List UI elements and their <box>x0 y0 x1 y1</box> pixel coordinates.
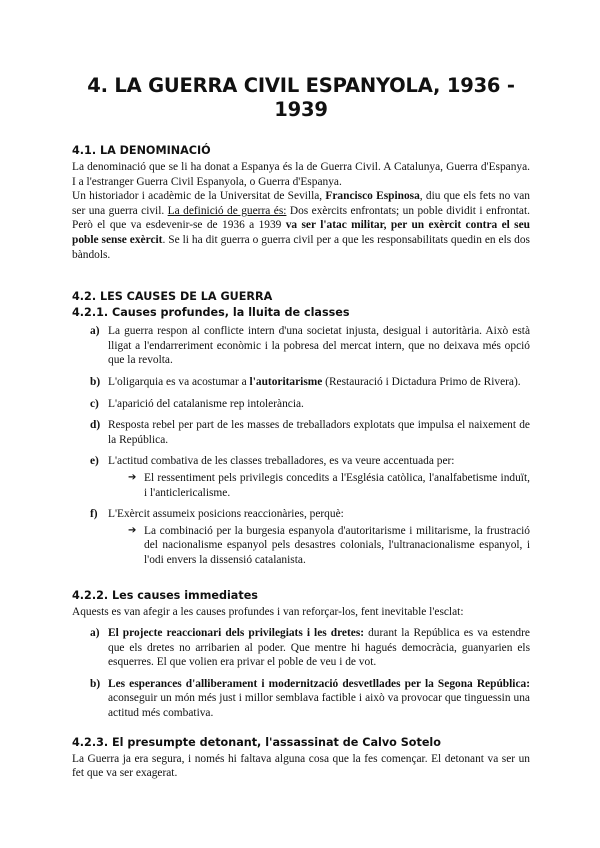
page-title: 4. LA GUERRA CIVIL ESPANYOLA, 1936 - 1939 <box>87 74 515 121</box>
text-run: . Se li ha dit guerra o guerra civil per a que les responsabilitats quedin en els dos bàndols. <box>72 233 530 261</box>
list-item-text: L'Exèrcit assumeix posicions reaccionàries, perquè: <box>108 508 344 521</box>
list-item <box>72 324 530 368</box>
paragraph <box>72 189 530 262</box>
list-item-text: L'actitud combativa de les classes treballadores, es va veure accentuada per: <box>108 455 455 468</box>
list-item <box>72 397 530 412</box>
list-item-text: La guerra respon al conflicte intern d'una societat injusta, desigual i autoritària. Això està lligat a l'endarreriment econòmic i la pobresa del mercat intern, que no deixava més opció que la revolta. <box>108 325 530 367</box>
list-item-text: L'aparició del catalanisme rep intolerància. <box>108 397 304 410</box>
subsection-heading-causes-immediates: 4.2.2. Les causes immediates <box>72 589 258 603</box>
list-marker: c) <box>90 397 99 410</box>
list-marker: b) <box>90 677 101 690</box>
paragraph: La Guerra ja era segura, i només hi faltava alguna cosa que la fes començar. El detonant va ser un fet que va ser exagerat. <box>72 752 530 780</box>
list-causes-profundes <box>72 324 530 567</box>
list-item <box>72 454 530 500</box>
text-run: Un historiador i acadèmic de la Universitat de Sevilla, <box>72 190 326 203</box>
list-item <box>72 418 530 447</box>
subsection-heading-causes-profundes: 4.2.1. Causes profundes, la lluita de classes <box>72 306 350 320</box>
list-item-text: L'oligarquia es va acostumar a <box>108 375 250 388</box>
sub-list-text: El ressentiment pels privilegis concedits a l'Església catòlica, l'analfabetisme induït, i l'anticlericalisme. <box>144 471 530 499</box>
bold-text: l'autoritarisme <box>249 375 323 388</box>
list-item <box>72 375 530 390</box>
arrow-right-icon: ➔ <box>128 471 137 483</box>
list-item-text: durant la República es va estendre que els dretes no arribarien al poder. Que mentre hi hagués democràcia, guanyarien els esquerres. El que volien era privar el poble de veu i de vot. <box>108 627 530 669</box>
list-item-text: aconseguir un món més just i millor semblava factible i això va provocar que tinguessin una actitud més combativa. <box>108 692 530 720</box>
list-item-text: (Restauració i Dictadura Primo de Rivera). <box>322 375 521 388</box>
list-marker: f) <box>90 508 98 521</box>
bold-text: Les esperances d'alliberament i modernització desvetllades per la Segona República: <box>108 677 530 690</box>
paragraph: La denominació que se li ha donat a Espanya és la de Guerra Civil. A Catalunya, Guerra d'Espanya. I a l'estranger Guerra Civil Espanyola, o Guerra d'Espanya. <box>72 161 530 188</box>
list-item-text: Resposta rebel per part de les masses de treballadors explotats que impulsa el naixement de la República. <box>108 419 530 446</box>
paragraph: Aquests es van afegir a les causes profundes i van reforçar-los, fent inevitable l'esclat: <box>72 606 464 619</box>
underlined-text: La definició de guerra és: <box>167 204 287 217</box>
subsection-heading-detonant: 4.2.3. El presumpte detonant, l'assassinat de Calvo Sotelo <box>72 735 441 749</box>
list-item <box>72 677 530 721</box>
bold-text: va ser l'atac militar, per un exèrcit contra el seu poble sense exèrcit <box>72 219 530 246</box>
section-heading-denominacio: 4.1. LA DENOMINACIÓ <box>72 144 211 157</box>
bold-text: Francisco Espinosa <box>325 190 420 203</box>
list-marker: b) <box>90 375 101 388</box>
text-run: , diu que els fets no van ser una guerra civil. <box>72 190 530 217</box>
text-run: Dos exèrcits enfrontats; un poble dividit i enfrontat. Però el que va esdevenir-se de 1936 a 1939 <box>72 204 530 232</box>
sub-list-item <box>108 524 530 568</box>
section-heading-causes: 4.2. LES CAUSES DE LA GUERRA <box>72 290 273 304</box>
arrow-right-icon: ➔ <box>128 524 137 536</box>
list-item <box>72 507 530 567</box>
list-causes-immediates <box>72 626 530 721</box>
list-item <box>72 626 530 670</box>
list-marker: a) <box>90 325 100 338</box>
list-marker: a) <box>90 627 100 640</box>
list-marker: e) <box>90 455 99 468</box>
sub-list-item <box>108 471 530 500</box>
bold-text: El projecte reaccionari dels privilegiats i les dretes: <box>108 627 365 640</box>
list-marker: d) <box>90 419 101 432</box>
sub-list-text: La combinació per la burgesia espanyola d'autoritarisme i militarisme, la frustració del nacionalisme espanyol pels desastres colonials, l'ultranacionalisme espanyol, i l'odi envers la dissensió catalanista. <box>144 524 530 566</box>
